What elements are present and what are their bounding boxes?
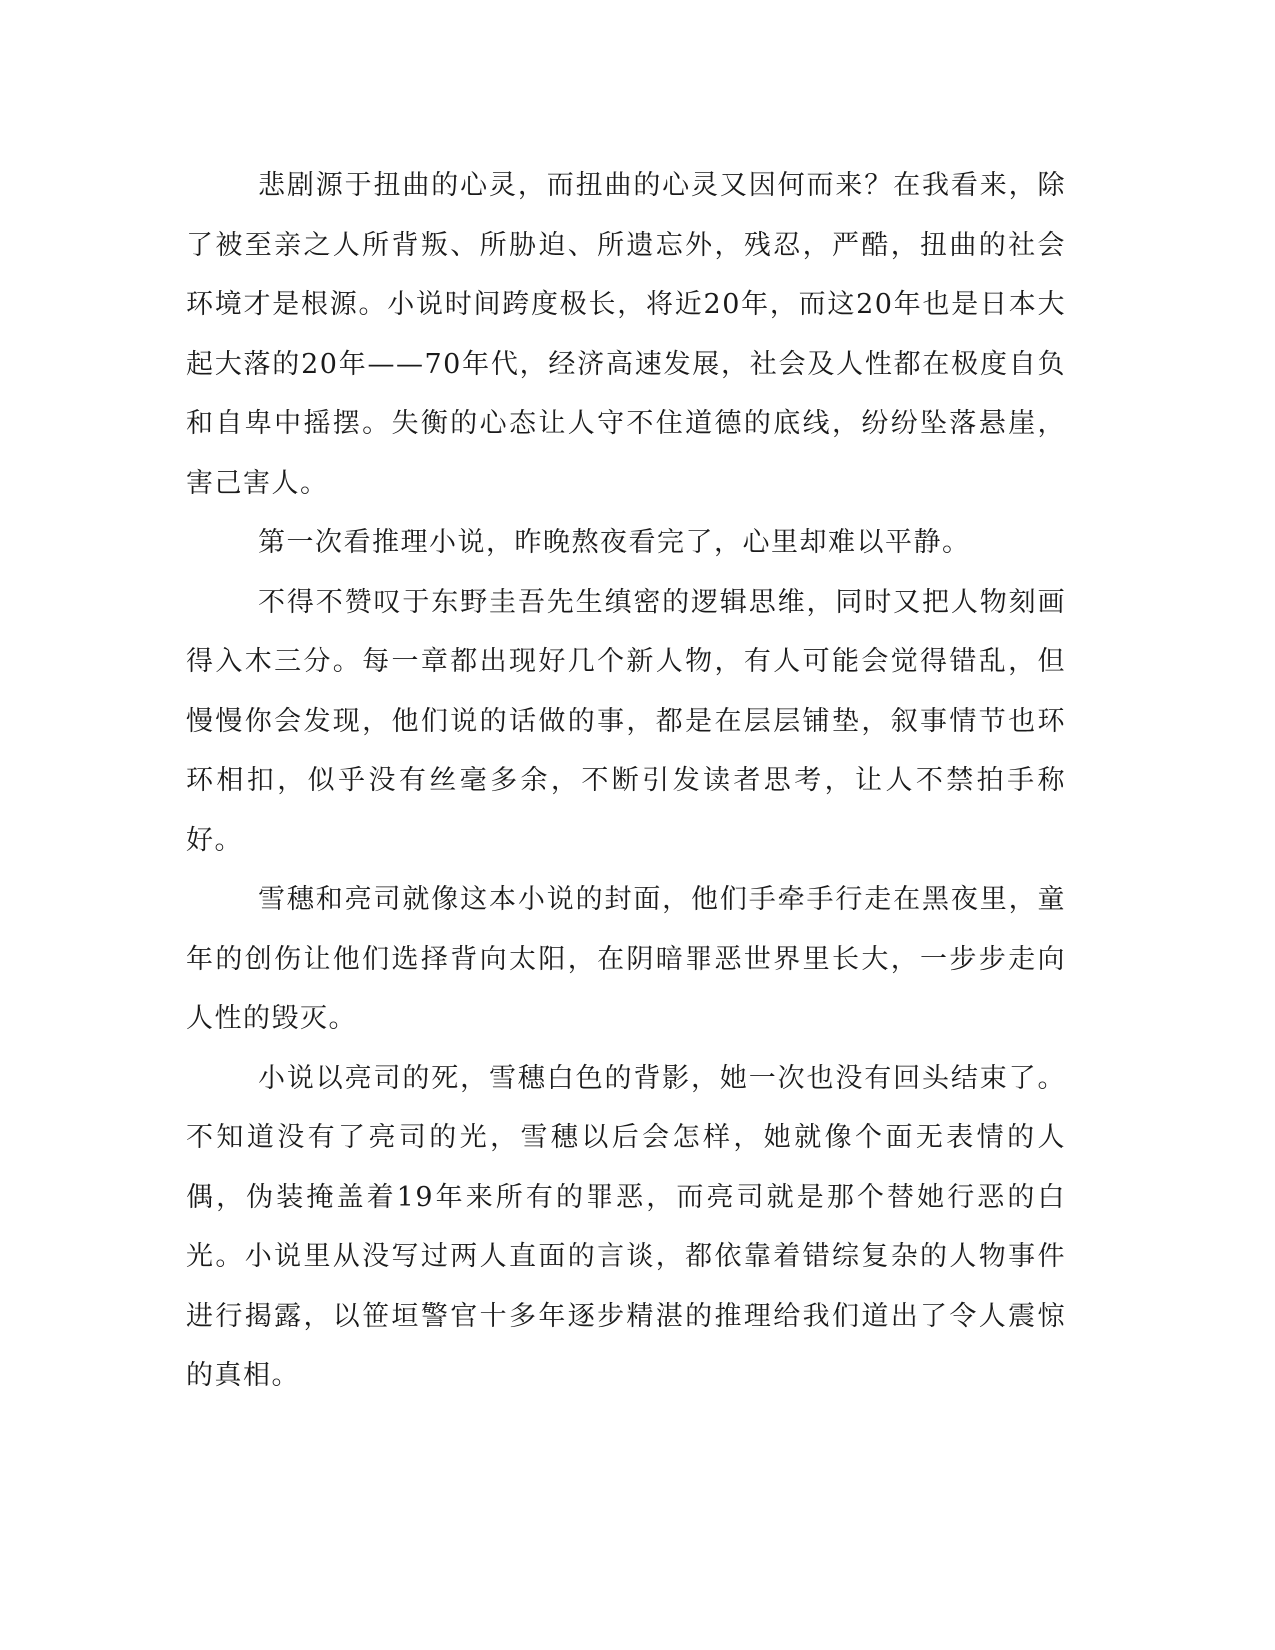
document-body	[186, 156, 1066, 1406]
paragraph-first-mystery: 第一次看推理小说，昨晚熬夜看完了，心里却难以平静。	[258, 527, 971, 558]
paragraph-tragedy-origin: 悲剧源于扭曲的心灵，而扭曲的心灵又因何而来？在我看来，除了被至亲之人所背叛、所胁迫、所遗忘外，残忍，严酷，扭曲的社会环境才是根源。小说时间跨度极长，将近20年，而这20年也是日本大起大落的20年——70年代，经济高速发展，社会及人性都在极度自负和自卑中摇摆。失衡的心态让人守不住道德的底线，纷纷坠落悬崖，害己害人。	[186, 170, 1066, 499]
paragraph-author-praise: 不得不赞叹于东野圭吾先生缜密的逻辑思维，同时又把人物刻画得入木三分。每一章都出现好几个新人物，有人可能会觉得错乱，但慢慢你会发现，他们说的话做的事，都是在层层铺垫，叙事情节也环环相扣，似乎没有丝毫多余，不断引发读者思考，让人不禁拍手称好。	[186, 586, 1066, 856]
paragraph-cover-metaphor: 雪穗和亮司就像这本小说的封面，他们手牵手行走在黑夜里，童年的创伤让他们选择背向太阳，在阴暗罪恶世界里长大，一步步走向人性的毁灭。	[186, 884, 1066, 1034]
paragraph-ending: 小说以亮司的死，雪穗白色的背影，她一次也没有回头结束了。不知道没有了亮司的光，雪穗以后会怎样，她就像个面无表情的人偶，伪装掩盖着19年来所有的罪恶，而亮司就是那个替她行恶的白光。小说里从没写过两人直面的言谈，都依靠着错综复杂的人物事件进行揭露，以笹垣警官十多年逐步精湛的推理给我们道出了令人震惊的真相。	[186, 1062, 1066, 1391]
